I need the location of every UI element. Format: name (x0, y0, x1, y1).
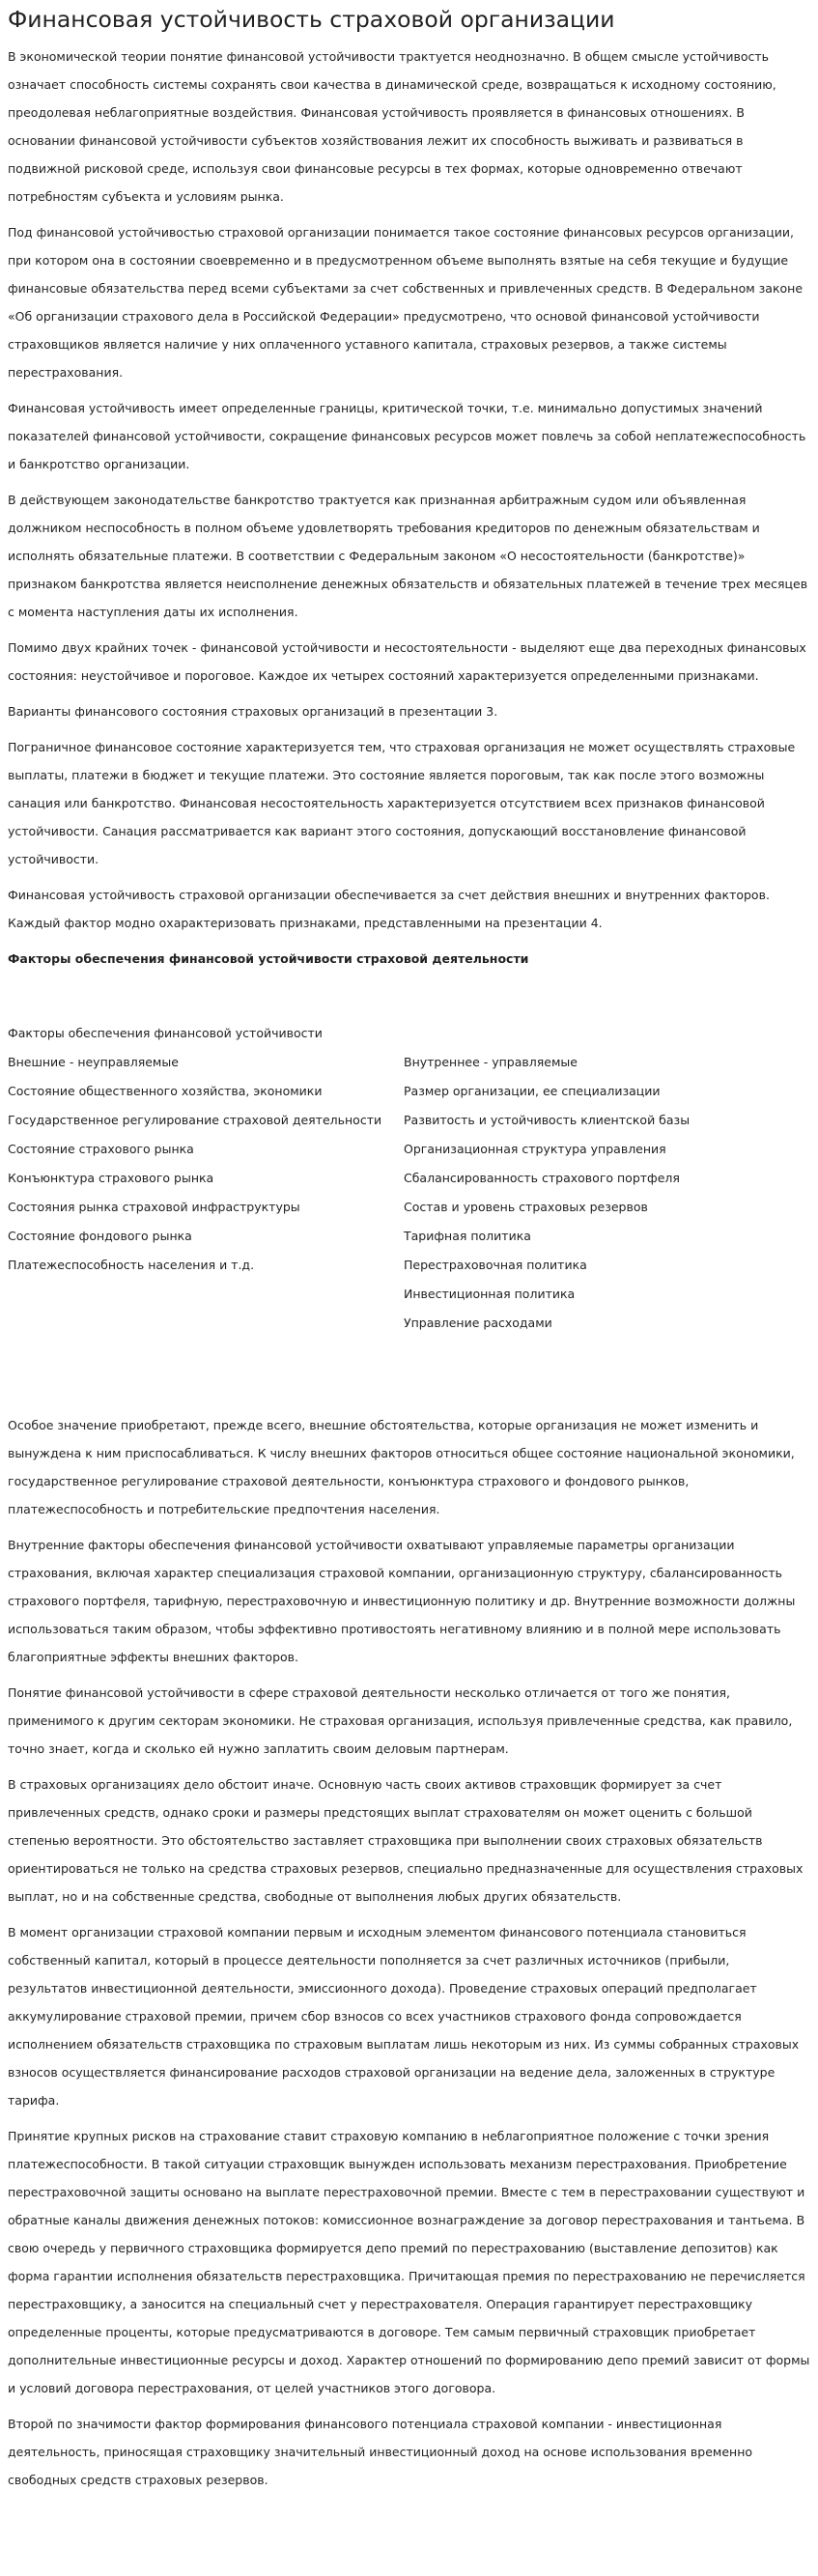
paragraph: Финансовая устойчивость страховой организации обеспечивается за счет действия внешних и внутренних факторов. Каждый фактор модно охарактеризовать признаками, представленными на презентации 4. (8, 888, 770, 930)
internal-factor: Управление расходами (404, 1316, 552, 1330)
external-factor: Состояние общественного хозяйства, экономики (8, 1084, 323, 1098)
paragraph: В страховых организациях дело обстоит иначе. Основную часть своих активов страховщик формирует за счет привлеченных средств, однако сроки и размеры предстоящих выплат страхователям он может оценить с большой степенью вероятности. Это обстоятельство заставляет страховщика при выполнении своих страховых обязательств ориентироваться не только на средства страховых резервов, специально предназначенные для осуществления страховых выплат, но и на собственные средства, свободные от выполнения любых других обязательств. (8, 1777, 804, 1904)
external-factor: Состояние фондового рынка (8, 1229, 192, 1243)
paragraph: Помимо двух крайних точек - финансовой устойчивости и несостоятельности - выделяют еще два переходных финансовых состояния: неустойчивое и пороговое. Каждое их четырех состояний характеризуется определенными признаками. (8, 640, 806, 683)
body-section (8, 1411, 810, 2494)
external-factor: Государственное регулирование страховой деятельности (8, 1113, 382, 1127)
external-factor: Состояние страхового рынка (8, 1142, 194, 1156)
page-title: Финансовая устойчивость страховой организации (8, 6, 615, 33)
paragraph: Понятие финансовой устойчивости в сфере страховой деятельности несколько отличается от того же понятия, применимого к другим секторам экономики. Не страховая организация, используя привлеченные средства, как правило, точно знает, когда и сколько ей нужно заплатить своим деловым партнерам. (8, 1685, 793, 1756)
factors-heading: Факторы обеспечения финансовой устойчивости страховой деятельности (8, 951, 529, 966)
paragraph: Финансовая устойчивость имеет определенные границы, критической точки, т.е. минимально допустимых значений показателей финансовой устойчивости, сокращение финансовых ресурсов может повлечь за собой неплатежеспособность и банкротство организации. (8, 401, 806, 471)
internal-factor: Размер организации, ее специализации (404, 1084, 661, 1098)
spacer (8, 1376, 810, 1411)
internal-factor: Тарифная политика (404, 1229, 531, 1243)
paragraph: В момент организации страховой компании первым и исходным элементом финансового потенциала становиться собственный капитал, который в процессе деятельности пополняется за счет различных источников (прибыли, результатов инвестиционной деятельности, эмиссионного дохода). Проведение страховых операций предполагает аккумулирование страховой премии, причем сбор взносов со всех участников страхового фонда сопровождается исполнением обязательств страховщика по страховым выплатам лишь некоторым из них. Из суммы собранных страховых взносов осуществляется финансирование расходов страховой организации на ведение дела, заложенных в структуре тарифа. (8, 1925, 800, 2108)
external-factor: Состояния рынка страховой инфраструктуры (8, 1200, 300, 1214)
internal-factors-column (404, 1048, 800, 1338)
paragraph: Пограничное финансовое состояние характеризуется тем, что страховая организация не может осуществлять страховые выплаты, платежи в бюджет и текущие платежи. Это состояние является пороговым, так как после этого возможны санация или банкротство. Финансовая несостоятельность характеризуется отсутствием всех признаков финансовой устойчивости. Санация рассматривается как вариант этого состояния, допускающий восстановление финансовой устойчивости. (8, 740, 796, 866)
paragraph: В экономической теории понятие финансовой устойчивости трактуется неоднозначно. В общем смысле устойчивость означает способность системы сохранять свои качества в динамической среде, возвращаться к исходному состоянию, преодолевая неблагоприятные воздействия. Финансовая устойчивость проявляется в финансовых отношениях. В основании финансовой устойчивости субъектов хозяйствования лежит их способность выживать и развиваться в подвижной рисковой среде, используя свои финансовые ресурсы в тех формах, которые одновременно отвечают потребностям субъекта и условиям рынка. (8, 49, 776, 204)
internal-factor: Сбалансированность страхового портфеля (404, 1171, 680, 1185)
paragraph: Особое значение приобретают, прежде всего, внешние обстоятельства, которые организация не может изменить и вынуждена к ним приспосабливаться. К числу внешних факторов относиться общее состояние национальной экономики, государственное регулирование страховой деятельности, конъюнктура страхового и фондового рынков, платежеспособность и потребительские предпочтения населения. (8, 1418, 795, 1516)
external-factor: Конъюнктура страхового рынка (8, 1171, 214, 1185)
paragraph: Внутренние факторы обеспечения финансовой устойчивости охватывают управляемые параметры организации страхования, включая характер специализация страховой компании, организационную структуру, сбалансированность страхового портфеля, тарифную, перестраховочную и инвестиционную политику и др. Внутренние возможности должны использоваться таким образом, чтобы эффективно противостоять негативному влиянию и в полной мере использовать благоприятные эффекты внешних факторов. (8, 1538, 796, 1664)
internal-factor: Перестраховочная политика (404, 1258, 587, 1272)
internal-factor: Состав и уровень страховых резервов (404, 1200, 648, 1214)
external-factors-column (8, 1048, 404, 1338)
external-factor: Платежеспособность населения и т.д. (8, 1258, 255, 1272)
external-factor: Внешние - неуправляемые (8, 1055, 179, 1069)
intro-section (8, 42, 810, 937)
internal-factor: Внутреннее - управляемые (404, 1055, 578, 1069)
paragraph: Варианты финансового состояния страховых организаций в презентации 3. (8, 704, 498, 719)
factors-table-header: Факторы обеспечения финансовой устойчивости (8, 1026, 323, 1040)
internal-factor: Развитость и устойчивость клиентской базы (404, 1113, 691, 1127)
factors-table (8, 1019, 810, 1338)
paragraph: Принятие крупных рисков на страхование ставит страховую компанию в неблагоприятное положение с точки зрения платежеспособности. В такой ситуации страховщик вынужден использовать механизм перестрахования. Приобретение перестраховочной защиты основано на выплате перестраховочной премии. Вместе с тем в перестраховании существуют и обратные каналы движения денежных потоков: комиссионное вознаграждение за договор перестрахования и тантьема. В свою очередь у первичного страховщика формируется депо премий по перестрахованию (выставление депозитов) как форма гарантии исполнения обязательств перестраховщика. Причитающая премия по перестрахованию не перечисляется перестраховщику, а заносится на специальный счет у перестрахователя. Операция гарантирует перестраховщику определенные проценты, которые предусматриваются в договоре. Тем самым первичный страховщик приобретает дополнительные инвестиционные ресурсы и доход. Характер отношений по формированию депо премий зависит от формы и условий договора перестрахования, от целей участников этого договора. (8, 2129, 810, 2395)
paragraph: Под финансовой устойчивостью страховой организации понимается такое состояние финансовых ресурсов организации, при котором она в состоянии своевременно и в предусмотренном объеме выполнять взятые на себя текущие и будущие финансовые обязательства перед всеми субъектами за счет собственных и привлеченных средств. В Федеральном законе «Об организации страхового дела в Российской Федерации» предусмотрено, что основой финансовой устойчивости страховщиков является наличие у них оплаченного уставного капитала, страховых резервов, а также системы перестрахования. (8, 225, 804, 380)
article (0, 6, 818, 2494)
internal-factor: Организационная структура управления (404, 1142, 666, 1156)
paragraph: Второй по значимости фактор формирования финансового потенциала страховой компании - инвестиционная деятельность, приносящая страховщику значительный инвестиционный доход на основе использования временно свободных средств страховых резервов. (8, 2417, 753, 2487)
paragraph: В действующем законодательстве банкротство трактуется как признанная арбитражным судом или объявленная должником неспособность в полном объеме удовлетворять требования кредиторов по денежным обязательствам и исполнять обязательные платежи. В соответствии с Федеральным законом «О несостоятельности (банкротстве)» признаком банкротства является неисполнение денежных обязательств и обязательных платежей в течение трех месяцев с момента наступления даты их исполнения. (8, 493, 808, 619)
internal-factor: Инвестиционная политика (404, 1287, 576, 1301)
